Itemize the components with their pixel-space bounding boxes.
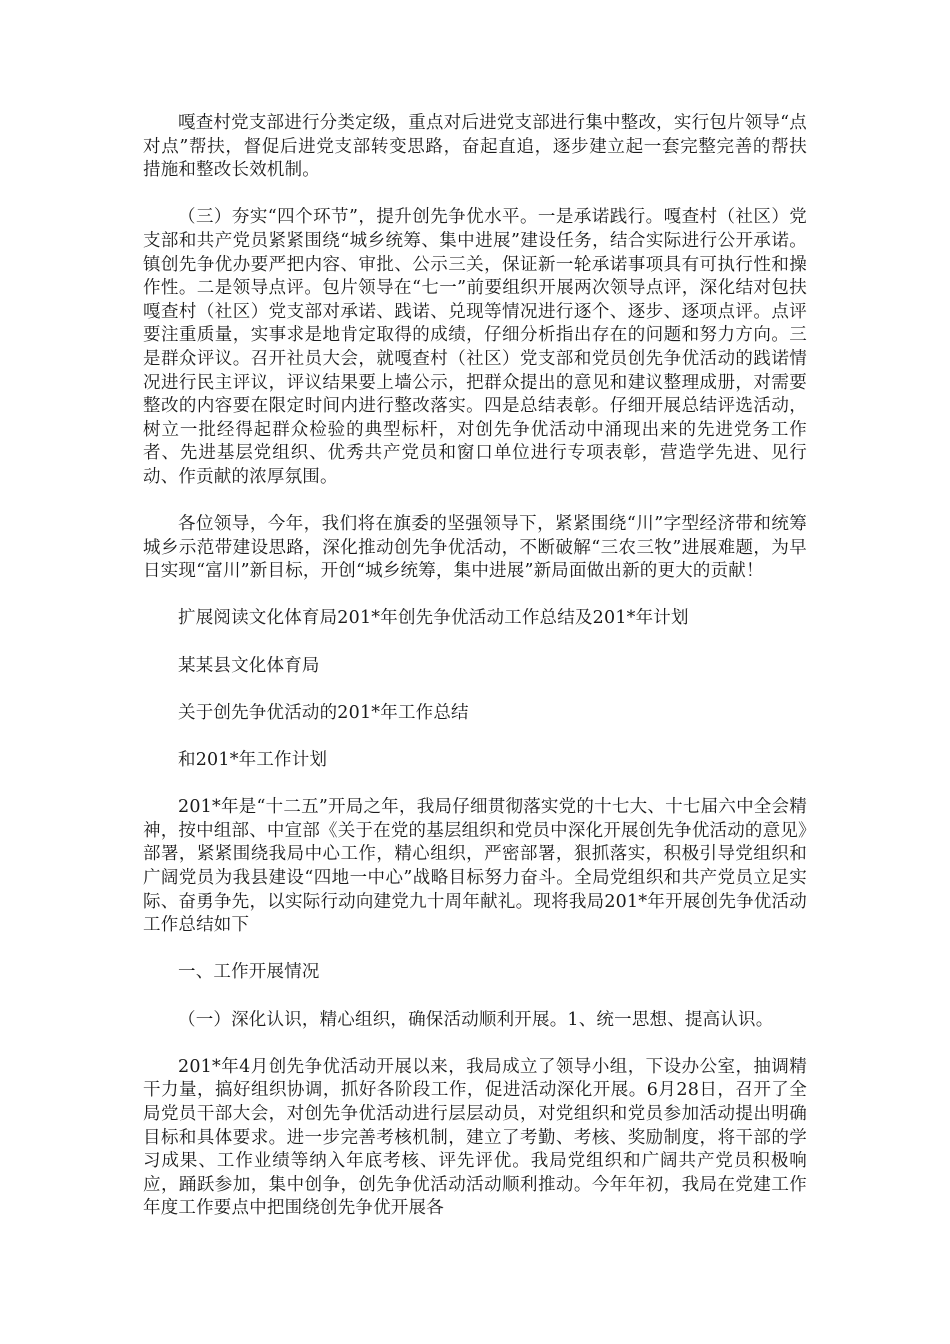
document-page	[143, 112, 807, 1245]
paragraph-3: 各位领导，今年，我们将在旗委的坚强领导下，紧紧围绕“川”字型经济带和统筹城乡示范带建设思路，深化推动创先争优活动，不断破解“三农三牧”进展难题，为早日实现“富川”新目标，开创“城乡统筹，集中进展”新局面做出新的更大的贡献！	[143, 514, 807, 582]
summary-title: 关于创先争优活动的201*年工作总结	[178, 702, 469, 723]
paragraph-intro: 201*年是“十二五”开局之年，我局仔细贯彻落实党的十七大、十七届六中全会精神，按中组部、中宣部《关于在党的基层组织和党员中深化开展创先争优活动的意见》部署，紧紧围绕我局中心工作，精心组织，严密部署，狠抓落实，积极引导党组织和广阔党员为我县建设“四地一中心”战略目标努力奋斗。全局党组织和共产党员立足实际、奋勇争先，以实际行动向建党九十周年献礼。现将我局201*年开展创先争优活动工作总结如下	[143, 797, 807, 936]
section-heading-1: 一、工作开展情况	[178, 962, 320, 983]
plan-title: 和201*年工作计划	[178, 750, 328, 771]
subsection-heading: （一）深化认识，精心组织，确保活动顺利开展。1、统一思想、提高认识。	[178, 1009, 774, 1030]
paragraph-1: 嘎查村党支部进行分类定级，重点对后进党支部进行集中整改，实行包片领导“点对点”帮扶，督促后进党支部转变思路，奋起直追，逐步建立起一套完整完善的帮扶措施和整改长效机制。	[143, 113, 807, 181]
extended-reading-title: 扩展阅读文化体育局201*年创先争优活动工作总结及201*年计划	[178, 608, 689, 629]
department-name: 某某县文化体育局	[178, 655, 320, 676]
paragraph-2: （三）夯实“四个环节”，提升创先争优水平。一是承诺践行。嘎查村（社区）党支部和共产党员紧紧围绕“城乡统筹、集中进展”建设任务，结合实际进行公开承诺。镇创先争优办要严把内容、审批、公示三关，保证新一轮承诺事项具有可执行性和操作性。二是领导点评。包片领导在“七一”前要组织开展两次领导点评，深化结对包扶嘎查村（社区）党支部对承诺、践诺、兑现等情况进行逐个、逐步、逐项点评。点评要注重质量，实事求是地肯定取得的成绩，仔细分析指出存在的问题和努力方向。三是群众评议。召开社员大会，就嘎查村（社区）党支部和党员创先争优活动的践诺情况进行民主评议，评议结果要上墙公示，把群众提出的意见和建议整理成册，对需要整改的内容要在限定时间内进行整改落实。四是总结表彰。仔细开展总结评选活动，树立一批经得起群众检验的典型标杆，对创先争优活动中涌现出来的先进党务工作者、先进基层党组织、优秀共产党员和窗口单位进行专项表彰，营造学先进、见行动、作贡献的浓厚氛围。	[143, 207, 807, 487]
paragraph-body: 201*年4月创先争优活动开展以来，我局成立了领导小组，下设办公室，抽调精干力量，搞好组织协调，抓好各阶段工作，促进活动深化开展。6月28日，召开了全局党员干部大会，对创先争优活动进行层层动员，对党组织和党员参加活动提出明确目标和具体要求。进一步完善考核机制，建立了考勤、考核、奖励制度，将干部的学习成果、工作业绩等纳入年底考核、评先评优。我局党组织和广阔共产党员积极响应，踊跃参加，集中创争，创先争优活动活动顺利推动。今年年初，我局在党建工作年度工作要点中把围绕创先争优开展各	[143, 1056, 807, 1219]
